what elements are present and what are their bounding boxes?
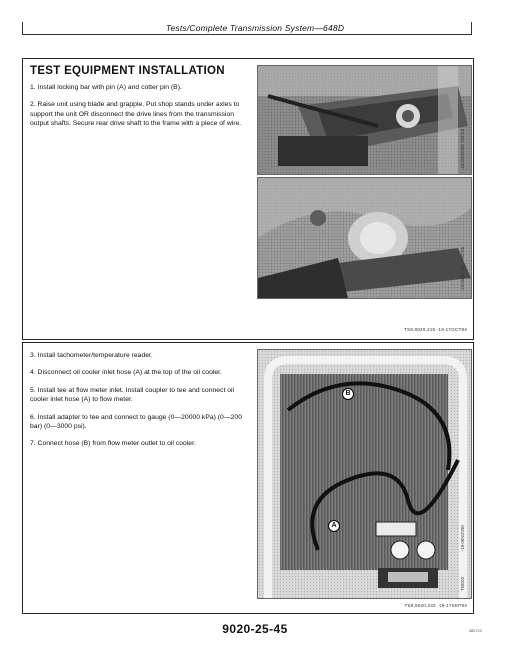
step-6: 6. Install adapter to tee and connect to gauge (0—20000 kPa) (0—200 bar) (0—3000 psi).: [30, 413, 242, 431]
step-1: 1. Install locking bar with pin (A) and cotter pin (B).: [30, 84, 182, 91]
locking-bar-photo: [257, 65, 472, 175]
flow-meter-panel: [22, 342, 474, 614]
section1-caption: TS9,9020,215 -19-17OCT94: [403, 327, 467, 332]
photo-b-side-code: -19-09OCT90: [460, 265, 465, 291]
step-3: 3. Install tachometer/temperature reader.: [30, 352, 153, 359]
photo-a-side-code: -19-05NOV90: [460, 144, 465, 170]
header-rule: [22, 34, 472, 35]
installation-steps: [30, 83, 252, 129]
photo-c-side-code: -19-06NOV90: [460, 525, 465, 551]
flow-meter-steps: [30, 351, 252, 449]
step-7: 7. Connect hose (B) from flow meter outlet to oil cooler.: [30, 440, 196, 448]
page-header-title: Tests/Complete Transmission System—648D: [165, 23, 345, 33]
callout-b: B: [342, 388, 354, 400]
footer-small-code: 380722: [468, 628, 482, 633]
photo-a-code: T90718: [460, 128, 465, 143]
photo-c-code: T90002: [460, 576, 465, 591]
locking-bar-image: [258, 66, 471, 174]
page-number: 9020-25-45: [222, 622, 288, 636]
oil-cooler-image: [258, 350, 471, 598]
step-4: 4. Disconnect oil cooler inlet hose (A) at the top of the oil cooler.: [30, 369, 222, 377]
shaft-wire-photo: [257, 177, 472, 299]
installation-panel: [22, 58, 474, 340]
step-5: 5. Install tee at flow meter inlet. Install coupler to tee and connect oil cooler inlet hose (A) to flow meter.: [30, 386, 235, 404]
section-title: TEST EQUIPMENT INSTALLATION: [30, 65, 225, 77]
callout-a: A: [328, 520, 340, 532]
oil-cooler-photo: [257, 349, 472, 599]
step-2: 2. Raise unit using blade and grapple. Put shop stands under axles to support the unit OR disconnect the drive lines from the transmission output shafts. Secure rear drive shaft to the frame with a piece of wire.: [30, 101, 242, 128]
photo-b-code: T92746: [460, 246, 465, 261]
flow-meter-text: [30, 351, 252, 457]
shaft-wire-image: [258, 178, 471, 298]
section2-caption: TS9,9020,232 -19-17SEP94: [404, 603, 467, 608]
installation-text: [30, 65, 252, 137]
